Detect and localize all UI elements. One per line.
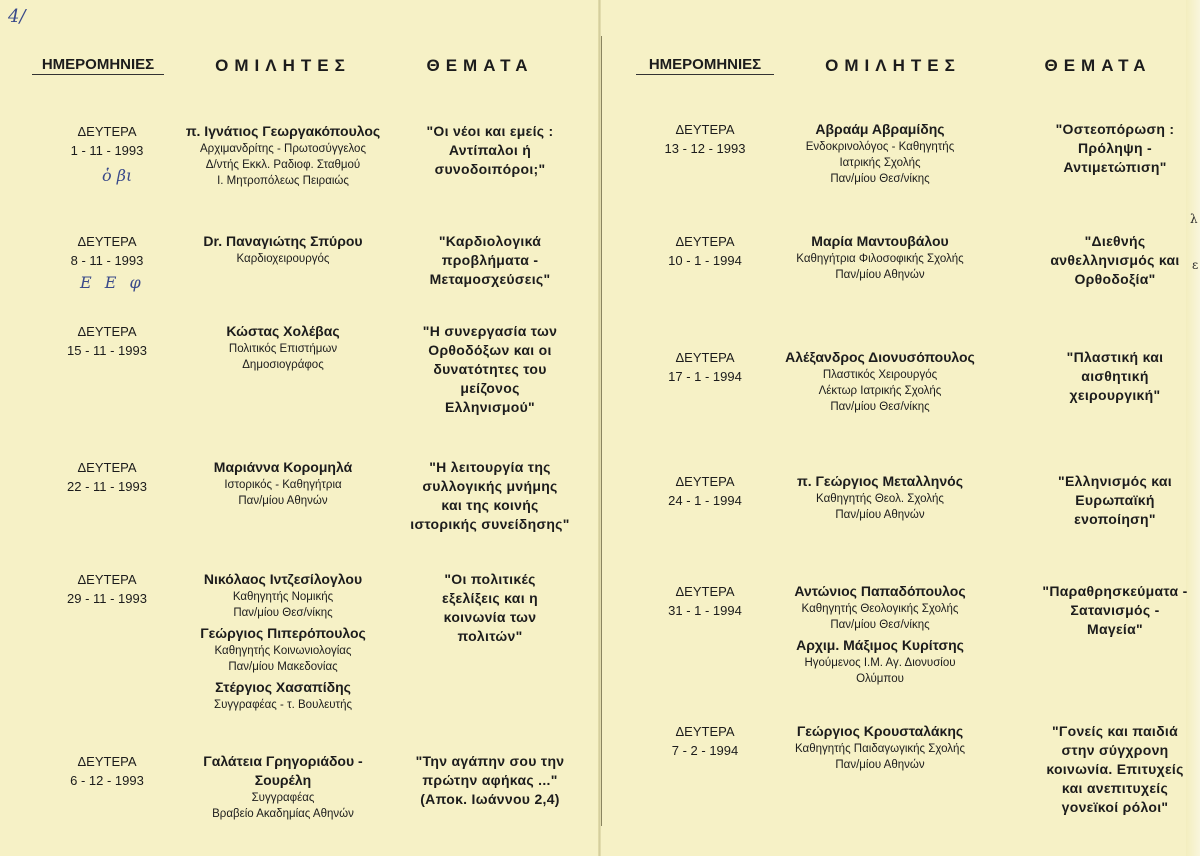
date-label: 31 - 1 - 1994 [668, 603, 742, 618]
speaker-role: Παν/μίου Θεσ/νίκης [233, 607, 333, 619]
speaker-cell [765, 722, 995, 773]
topic-line: δυνατότητες του [433, 361, 547, 377]
left-page [0, 0, 598, 856]
topic-line: "Την αγάπην σου την [415, 753, 565, 769]
speaker-cell [168, 570, 398, 713]
topic-line: Μαγεία" [1087, 621, 1143, 637]
day-label: ΔΕΥΤΕΡΑ [675, 350, 735, 365]
speaker-role: Καθηγητής Κοινωνιολογίας [214, 645, 352, 657]
topic-line: "Οι πολιτικές [444, 571, 536, 587]
speaker-name: Σουρέλη [254, 772, 312, 788]
topic-line: Πρόληψη - [1077, 140, 1152, 156]
topic-cell [1015, 232, 1200, 289]
topic-line: "Γονείς και παιδιά [1051, 723, 1179, 739]
speaker [168, 570, 398, 621]
speaker-name: π. Γεώργιος Μεταλληνός [797, 473, 963, 489]
topic-line: αισθητική [1081, 368, 1149, 384]
header-speakers: ΟΜΙΛΗΤΕΣ [215, 56, 351, 75]
speaker-role: Παν/μίου Θεσ/νίκης [830, 401, 930, 413]
speaker-role: Παν/μίου Θεσ/νίκης [830, 619, 930, 631]
date-cell [32, 122, 182, 160]
topic-line: "Παραθρησκεύματα - [1042, 583, 1188, 599]
speaker-cell [765, 232, 995, 283]
date-label: 29 - 11 - 1993 [67, 591, 147, 606]
topic-cell [1015, 722, 1200, 817]
date-cell [32, 752, 182, 790]
speaker-role: Παν/μίου Αθηνών [835, 759, 925, 771]
day-label: ΔΕΥΤΕΡΑ [77, 460, 137, 475]
topic-line: στην σύγχρονη [1061, 742, 1169, 758]
topic-cell [390, 232, 590, 289]
speaker [765, 636, 995, 687]
header-speakers: ΟΜΙΛΗΤΕΣ [825, 56, 961, 75]
speaker-role: Καρδιοχειρουργός [236, 253, 330, 265]
topic-cell [390, 458, 590, 534]
date-cell [32, 232, 182, 270]
speaker-role: Πολιτικός Επιστήμων [228, 343, 338, 355]
speaker-role: Παν/μίου Αθηνών [835, 509, 925, 521]
speaker-name: Αλέξανδρος Διονυσόπουλος [785, 349, 975, 365]
speaker-name: Γαλάτεια Γρηγοριάδου - [203, 753, 363, 769]
topic-line: πρώτην αφήκας ..." [422, 772, 558, 788]
speaker-role: Παν/μίου Μακεδονίας [228, 661, 338, 673]
topic-line: "Καρδιολογικά [438, 233, 542, 249]
header-dates: ΗΜΕΡΟΜΗΝΙΕΣ [636, 56, 774, 75]
day-label: ΔΕΥΤΕΡΑ [675, 724, 735, 739]
speaker-role: Ιστορικός - Καθηγήτρια [224, 479, 342, 491]
date-label: 17 - 1 - 1994 [668, 369, 742, 384]
speaker-name: Μαριάννα Κορομηλά [213, 459, 353, 475]
speaker-name: Κώστας Χολέβας [226, 323, 340, 339]
speaker-role: Καθηγητής Θεολογικής Σχολής [801, 603, 959, 615]
speaker [168, 232, 398, 267]
date-label: 10 - 1 - 1994 [668, 253, 742, 268]
topic-line: ιστορικής συνείδησης" [410, 516, 570, 532]
topic-line: "Πλαστική και [1066, 349, 1164, 365]
topic-cell [390, 570, 590, 646]
speaker-cell [765, 472, 995, 523]
topic-line: Ευρωπαϊκή [1075, 492, 1155, 508]
date-cell [630, 582, 780, 620]
speaker-cell [168, 752, 398, 822]
speaker-role: Ολύμπου [856, 673, 904, 685]
date-label: 8 - 11 - 1993 [70, 253, 144, 268]
topic-cell [1015, 582, 1200, 639]
speaker [168, 752, 398, 822]
topic-cell [1015, 120, 1200, 177]
speaker-name: Νικόλαος Ιντζεσίλογλου [203, 571, 363, 587]
topic-line: συνοδοιπόροι;" [434, 161, 546, 177]
speaker-name: Γεώργιος Πιπερόπουλος [200, 625, 366, 641]
topic-line: Ελληνισμού" [445, 399, 535, 415]
day-label: ΔΕΥΤΕΡΑ [77, 234, 137, 249]
speaker-name: Αρχιμ. Μάξιμος Κυρίτσης [796, 637, 964, 653]
topic-line: ανθελληνισμός και [1050, 252, 1180, 268]
topic-line: γονεϊκοί ρόλοι" [1061, 799, 1169, 815]
date-label: 24 - 1 - 1994 [668, 493, 742, 508]
header-topics: ΘΕΜΑΤΑ [426, 56, 534, 75]
speaker [168, 678, 398, 713]
speaker-role: Δ/ντής Εκκλ. Ραδιοφ. Σταθμού [205, 159, 361, 171]
handwritten-note: Ε Ε φ [80, 273, 145, 292]
speaker-name: Μαρία Μαντουβάλου [811, 233, 949, 249]
topic-line: Αντιμετώπιση" [1063, 159, 1167, 175]
topic-line: και της κοινής [441, 497, 539, 513]
date-label: 22 - 11 - 1993 [67, 479, 147, 494]
speaker [168, 624, 398, 675]
topic-cell [1015, 348, 1200, 405]
handwritten-note: ὁ βι [102, 166, 133, 185]
date-cell [630, 120, 780, 158]
topic-line: εξελίξεις και η [442, 590, 538, 606]
topic-line: Ορθοδόξων και οι [428, 342, 552, 358]
speaker-role: Καθηγητής Νομικής [232, 591, 334, 603]
topic-line: Ορθοδοξία" [1074, 271, 1156, 287]
topic-line: "Η συνεργασία των [422, 323, 558, 339]
date-cell [630, 348, 780, 386]
date-label: 7 - 2 - 1994 [671, 743, 739, 758]
speaker-role: Ηγούμενος Ι.Μ. Αγ. Διονυσίου [804, 657, 956, 669]
speaker-cell [765, 120, 995, 187]
speaker-role: Παν/μίου Θεσ/νίκης [830, 173, 930, 185]
day-label: ΔΕΥΤΕΡΑ [77, 124, 137, 139]
topic-cell [390, 752, 590, 809]
speaker-cell [168, 122, 398, 189]
date-cell [32, 570, 182, 608]
speaker-role: Καθηγήτρια Φιλοσοφικής Σχολής [796, 253, 964, 265]
speaker-role: Ιατρικής Σχολής [839, 157, 921, 169]
topic-line: κοινωνία των [443, 609, 537, 625]
speaker-cell [765, 582, 995, 687]
margin-mark: λ [1190, 212, 1198, 226]
topic-line: Μεταμοσχεύσεις" [429, 271, 551, 287]
day-label: ΔΕΥΤΕΡΑ [77, 754, 137, 769]
speaker-role: Καθηγητής Παιδαγωγικής Σχολής [795, 743, 965, 755]
day-label: ΔΕΥΤΕΡΑ [675, 584, 735, 599]
header-dates: ΗΜΕΡΟΜΗΝΙΕΣ [32, 56, 164, 75]
speaker-role: Ενδοκρινολόγος - Καθηγητής [805, 141, 955, 153]
topic-cell [390, 322, 590, 417]
right-page [600, 0, 1198, 856]
speaker-cell [168, 322, 398, 373]
speaker-role: Δημοσιογράφος [242, 359, 324, 371]
date-label: 13 - 12 - 1993 [664, 141, 746, 156]
date-cell [630, 722, 780, 760]
topic-line: "Διεθνής [1084, 233, 1146, 249]
day-label: ΔΕΥΤΕΡΑ [675, 474, 735, 489]
speaker [168, 458, 398, 509]
topic-line: "Η λειτουργία της [429, 459, 551, 475]
speaker-name: Αντώνιος Παπαδόπουλος [794, 583, 966, 599]
speaker-role: Αρχιμανδρίτης - Πρωτοσύγγελος [200, 143, 366, 155]
speaker [765, 472, 995, 523]
speaker-role: Παν/μίου Αθηνών [835, 269, 925, 281]
header-topics: ΘΕΜΑΤΑ [1044, 56, 1152, 75]
speaker-role: Συγγραφέας [251, 792, 315, 804]
speaker-cell [168, 458, 398, 509]
speaker-name: π. Ιγνάτιος Γεωργακόπουλος [185, 123, 381, 139]
topic-line: πολιτών" [457, 628, 523, 644]
speaker-role: Καθηγητής Θεολ. Σχολής [816, 493, 944, 505]
speaker [168, 122, 398, 189]
speaker-role: Βραβείο Ακαδημίας Αθηνών [212, 808, 354, 820]
speaker-role: Συγγραφέας - τ. Βουλευτής [213, 699, 353, 711]
speaker [168, 322, 398, 373]
date-label: 15 - 11 - 1993 [67, 343, 147, 358]
topic-line: Σατανισμός - [1070, 602, 1160, 618]
topic-line: μείζονος [460, 380, 520, 396]
handwritten-mark: 4/ [8, 6, 26, 27]
speaker-cell [765, 348, 995, 415]
date-cell [630, 472, 780, 510]
topic-line: συλλογικής μνήμης [422, 478, 558, 494]
speaker [765, 722, 995, 773]
topic-line: "Οι νέοι και εμείς : [426, 123, 554, 139]
speaker-name: Γεώργιος Κρουσταλάκης [796, 723, 964, 739]
topic-cell [1015, 472, 1200, 529]
topic-line: κοινωνία. Επιτυχείς [1046, 761, 1184, 777]
speaker [765, 120, 995, 187]
day-label: ΔΕΥΤΕΡΑ [675, 234, 735, 249]
speaker-role: Ι. Μητροπόλεως Πειραιώς [217, 175, 349, 187]
topic-line: "Ελληνισμός και [1058, 473, 1172, 489]
speaker-role: Πλαστικός Χειρουργός [822, 369, 938, 381]
date-cell [32, 322, 182, 360]
speaker-name: Αβραάμ Αβραμίδης [815, 121, 945, 137]
day-label: ΔΕΥΤΕΡΑ [675, 122, 735, 137]
topic-line: χειρουργική" [1069, 387, 1161, 403]
date-cell [32, 458, 182, 496]
speaker-role: Λέκτωρ Ιατρικής Σχολής [818, 385, 942, 397]
date-label: 6 - 12 - 1993 [70, 773, 144, 788]
topic-line: "Οστεοπόρωση : [1055, 121, 1175, 137]
speaker-cell [168, 232, 398, 267]
topic-line: (Αποκ. Ιωάννου 2,4) [420, 791, 560, 807]
date-cell [630, 232, 780, 270]
topic-cell [390, 122, 590, 179]
topic-line: και ανεπιτυχείς [1061, 780, 1169, 796]
topic-line: ενοποίηση" [1074, 511, 1156, 527]
speaker [765, 582, 995, 633]
speaker-role: Παν/μίου Αθηνών [238, 495, 328, 507]
margin-mark: ε [1192, 258, 1199, 272]
date-label: 1 - 11 - 1993 [70, 143, 144, 158]
speaker-name: Dr. Παναγιώτης Σπύρου [203, 233, 363, 249]
day-label: ΔΕΥΤΕΡΑ [77, 572, 137, 587]
speaker [765, 232, 995, 283]
topic-line: Αντίπαλοι ή [448, 142, 532, 158]
speaker-name: Στέργιος Χασαπίδης [215, 679, 351, 695]
day-label: ΔΕΥΤΕΡΑ [77, 324, 137, 339]
topic-line: προβλήματα - [441, 252, 539, 268]
speaker [765, 348, 995, 415]
